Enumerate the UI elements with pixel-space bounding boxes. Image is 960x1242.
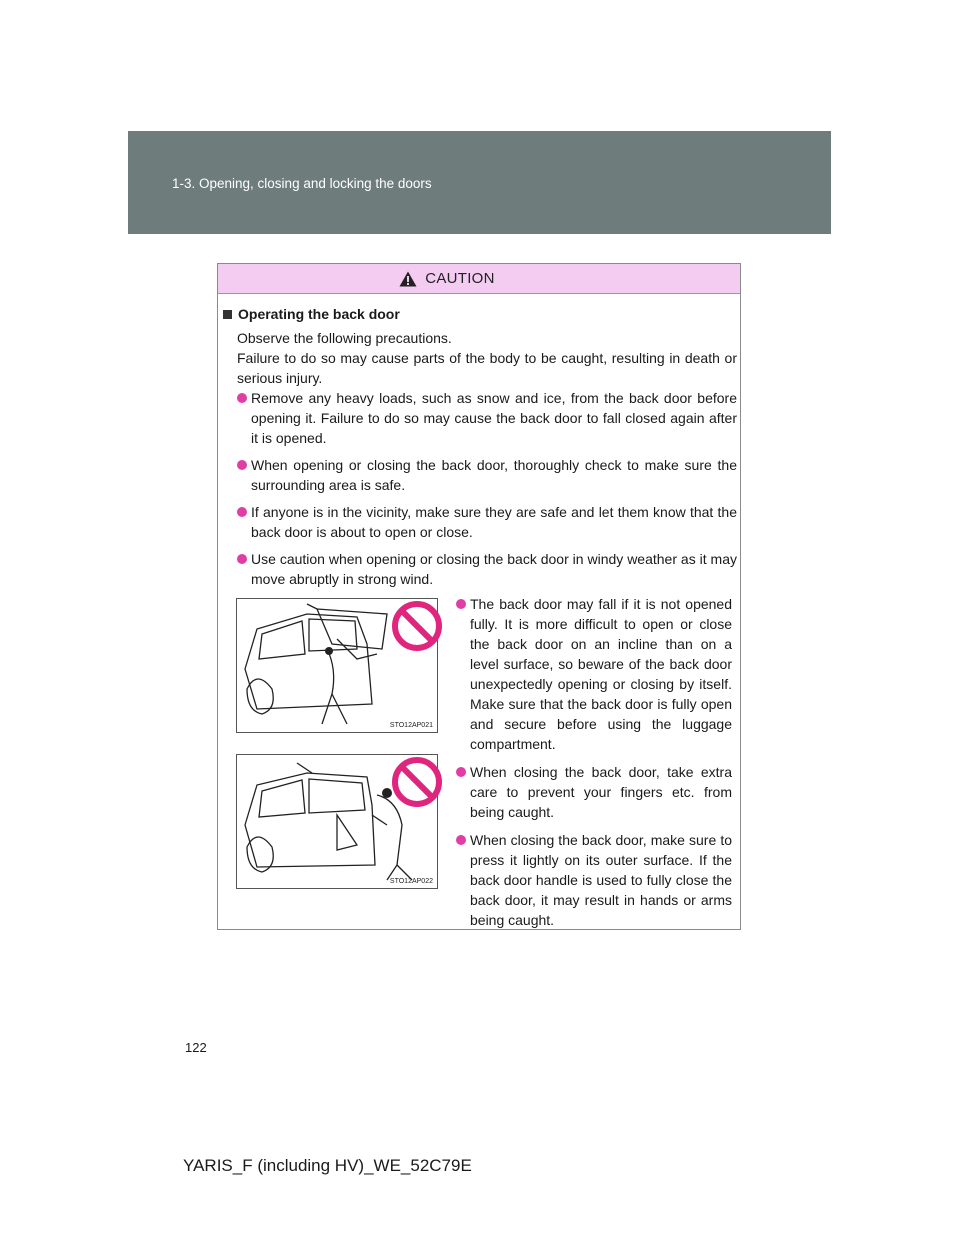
page-number: 122 [185,1040,207,1055]
bullet-dot-icon [456,835,466,845]
list-item [456,594,732,754]
figure-code: STO12AP021 [389,722,433,729]
section-title: 1-3. Opening, closing and locking the doors [172,176,432,191]
list-item-text: When closing the back door, make sure to press it lightly on its outer surface. If the back door handle is used to fully close the back door, it may result in hands or arms being caught. [470,832,732,928]
caution-intro [237,328,737,388]
list-item-text: When closing the back door, take extra care to prevent your fingers etc. from being caught. [470,764,732,820]
list-item [237,549,737,589]
bullet-dot-icon [237,393,247,403]
intro-line: Failure to do so may cause parts of the body to be caught, resulting in death or serious injury. [237,350,737,386]
caution-box [217,263,741,930]
bullet-dot-icon [456,767,466,777]
document-code: YARIS_F (including HV)_WE_52C79E [183,1156,472,1175]
list-item-text: Use caution when opening or closing the back door in windy weather as it may move abruptly in strong wind. [251,551,737,587]
list-item-text: When opening or closing the back door, thoroughly check to make sure the surrounding area is safe. [251,457,737,493]
bullet-dot-icon [237,507,247,517]
list-item [237,388,737,448]
prohibited-icon [391,756,443,808]
list-item [237,502,737,542]
bullet-dot-icon [456,599,466,609]
figure-code: STO12AP022 [389,878,433,885]
list-item [456,762,732,822]
list-item-text: Remove any heavy loads, such as snow and ice, from the back door before opening it. Failure to do so may cause the back door to fall closed again after it is opened. [251,390,737,446]
illustration-notes [456,594,732,938]
precaution-list [237,388,737,596]
caution-heading [223,304,400,324]
bullet-dot-icon [237,460,247,470]
caution-header [218,264,740,294]
header-band [128,131,831,234]
list-item-text: If anyone is in the vicinity, make sure they are safe and let them know that the back door is about to open or close. [251,504,737,540]
list-item-text: The back door may fall if it is not opened fully. It is more difficult to open or close the back door on an incline than on a level surface, so beware of the back door unexpectedly opening or closing by itself. Make sure that the back door is fully open and secure before using the luggage compartment. [470,596,732,752]
caution-heading-text: Operating the back door [238,306,400,322]
warning-triangle-icon [399,271,417,287]
list-item [237,455,737,495]
list-item [456,830,732,930]
caution-label: CAUTION [425,270,495,287]
bullet-dot-icon [237,554,247,564]
square-bullet-icon [223,310,232,319]
intro-line: Observe the following precautions. [237,330,452,346]
prohibited-icon [391,600,443,652]
